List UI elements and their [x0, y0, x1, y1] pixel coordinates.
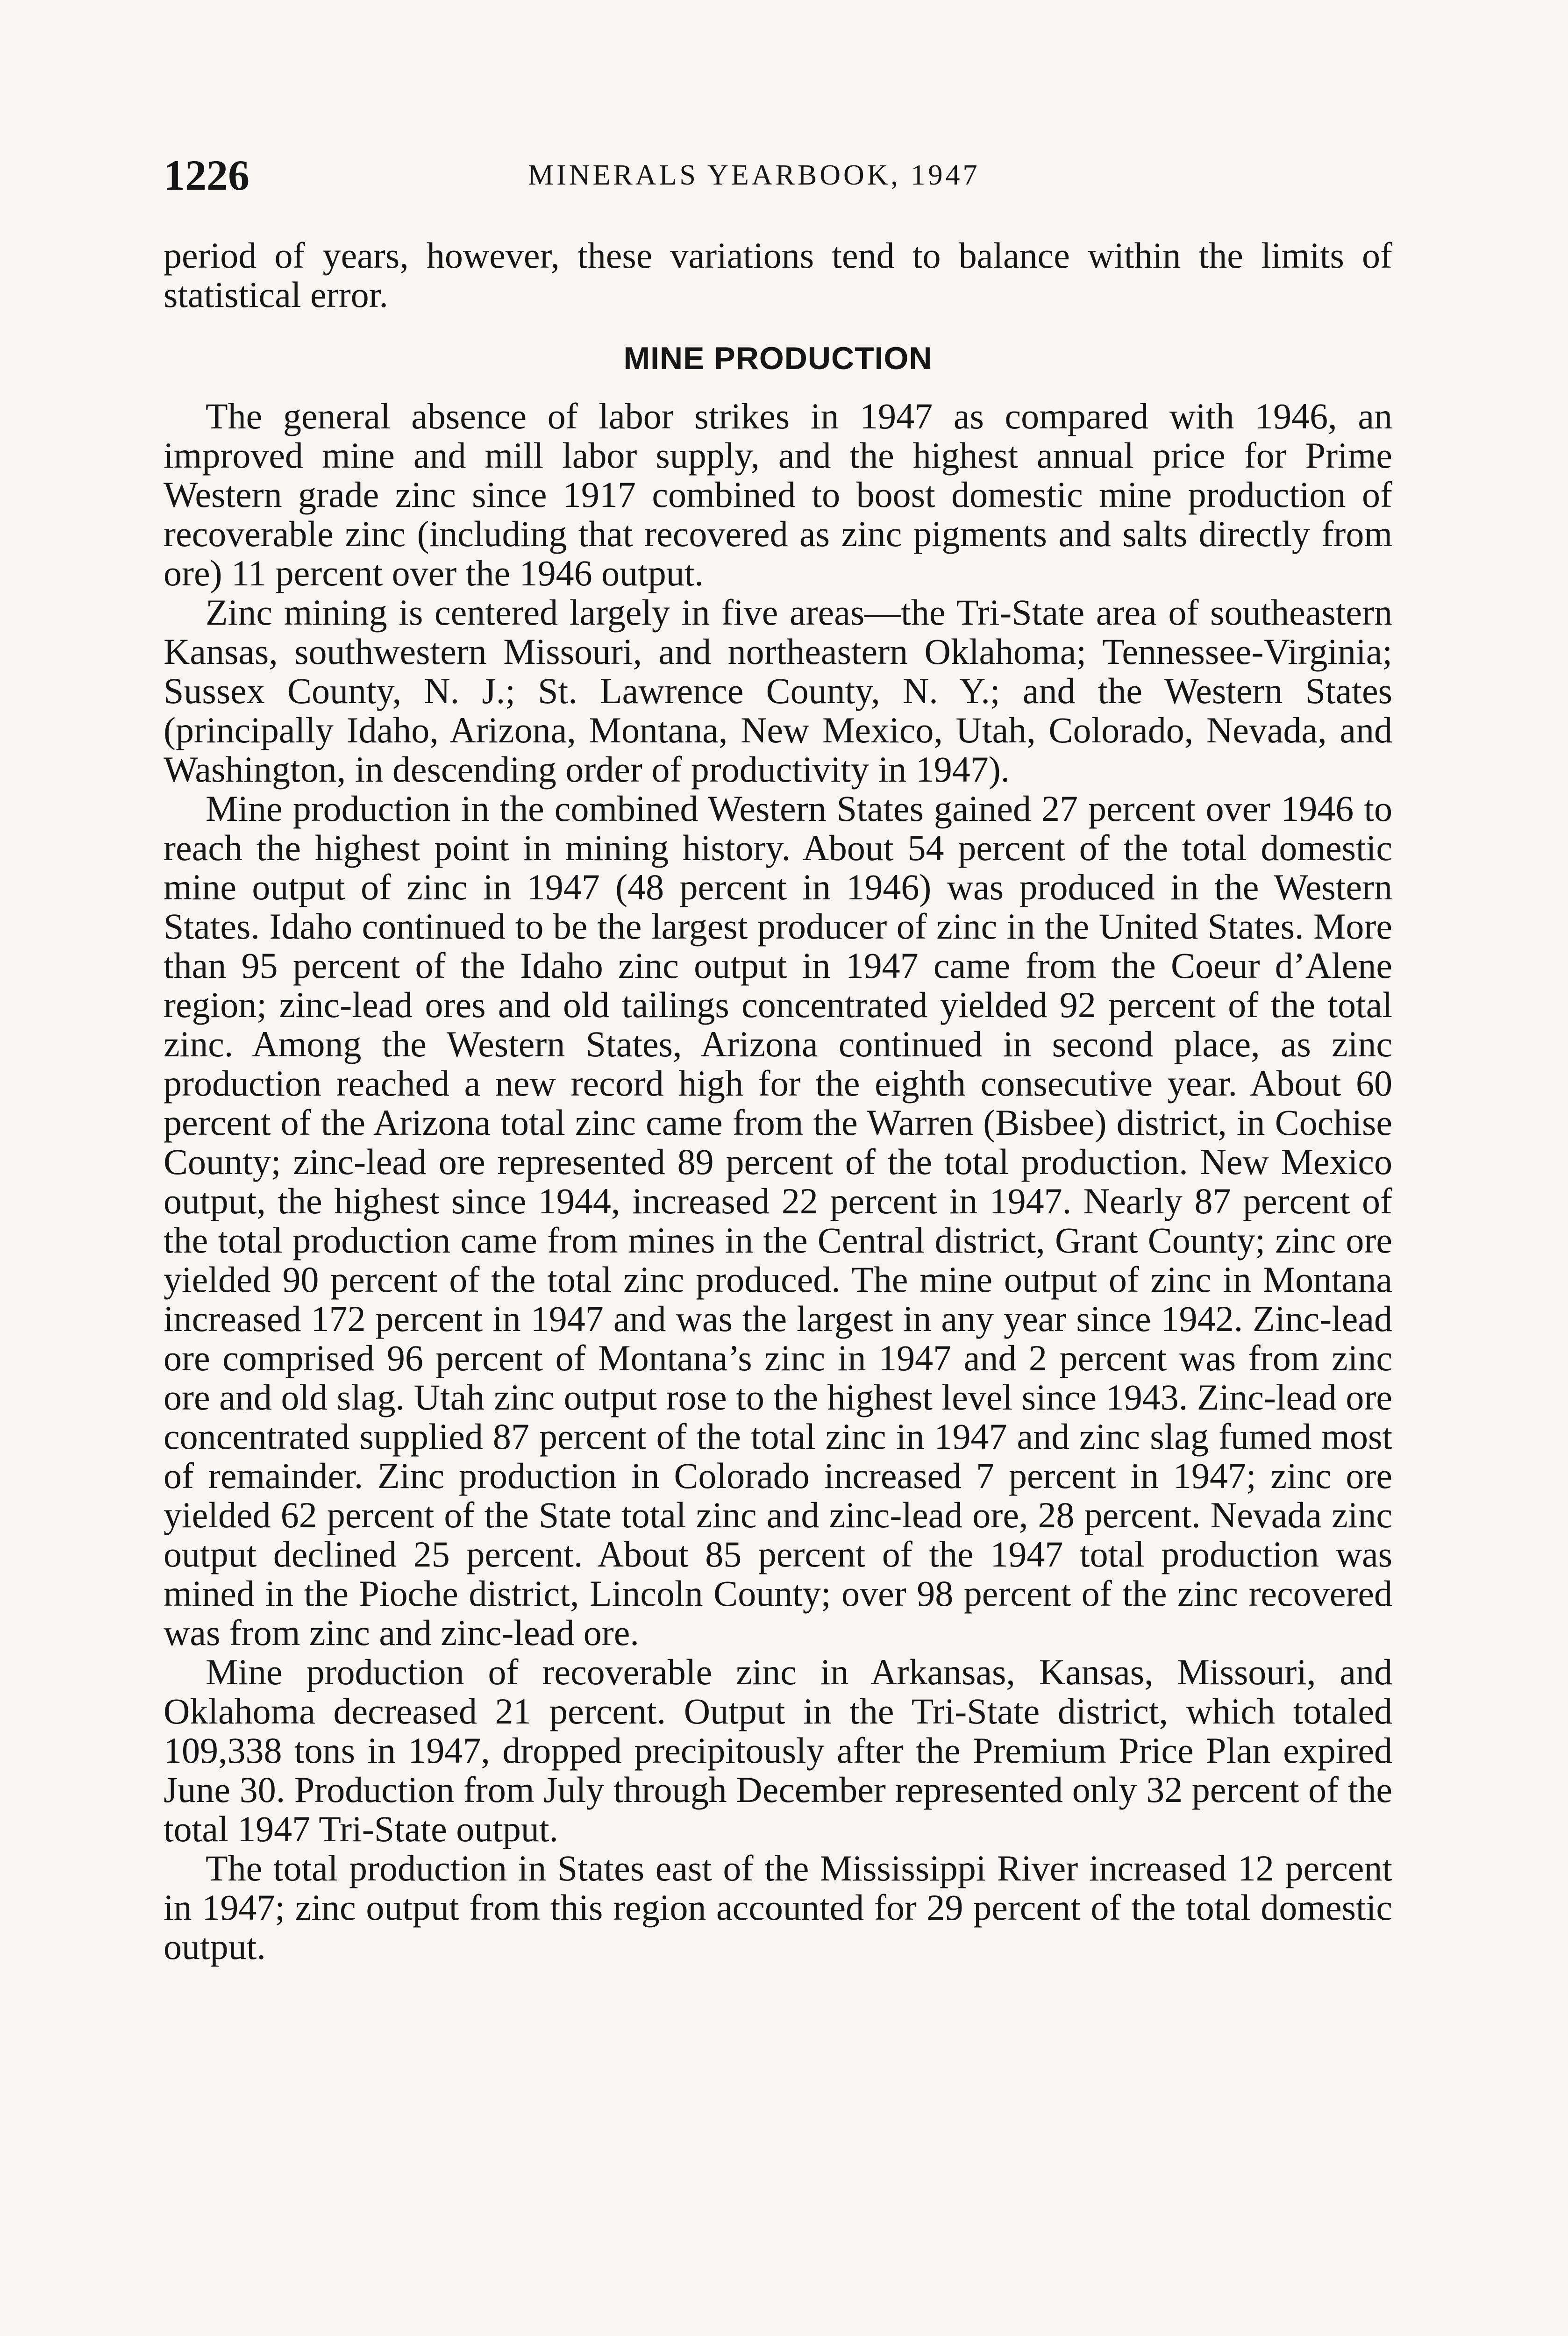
continuation-paragraph: period of years, however, these variations tend to balance within the limits of statistical error. — [164, 235, 1392, 315]
body-text — [164, 236, 1392, 1966]
paragraph-tri-state: Mine production of recoverable zinc in Arkansas, Kansas, Missouri, and Oklahoma decreased 21 percent. Output in the Tri-State district, which totaled 109,338 tons in 1947, dropped precipitously after the Premium Price Plan expired June 30. Production from July through December represented only 32 percent of the total 1947 Tri-State output. — [164, 1652, 1392, 1849]
page-header — [164, 140, 1392, 210]
paragraph-zinc-mining-areas: Zinc mining is centered largely in five areas—the Tri-State area of southeastern Kansas, southwestern Missouri, and northeastern Oklahoma; Tennessee-Virginia; Sussex County, N. J.; St. Lawrence County, N. Y.; and the Western States (principally Idaho, Arizona, Montana, New Mexico, Utah, Colorado, Nevada, and Washington, in descending order of productivity in 1947). — [164, 592, 1392, 790]
paragraph-general-absence: The general absence of labor strikes in 1947 as compared with 1946, an improved mine and mill labor supply, and the highest annual price for Prime Western grade zinc since 1917 combined to boost domestic mine production of recoverable zinc (including that recovered as zinc pigments and salts directly from ore) 11 percent over the 1946 output. — [164, 396, 1392, 593]
page-number: 1226 — [164, 151, 249, 199]
paragraph-east-of-mississippi: The total production in States east of the Mississippi River increased 12 percent in 1947; zinc output from this region accounted for 29 percent of the total domestic output. — [164, 1848, 1392, 1967]
paragraph-western-states: Mine production in the combined Western States gained 27 percent over 1946 to reach the highest point in mining history. About 54 percent of the total domestic mine output of zinc in 1947 (48 percent in 1946) was produced in the Western States. Idaho continued to be the largest producer of zinc in the United States. More than 95 percent of the Idaho zinc output in 1947 came from the Coeur d’Alene region; zinc-lead ores and old tailings concentrated yielded 92 percent of the total zinc. Among the Western States, Arizona continued in second place, as zinc production reached a new record high for the eighth consecutive year. About 60 percent of the Arizona total zinc came from the Warren (Bisbee) district, in Cochise County; zinc-lead ore represented 89 percent of the total production. New Mexico output, the highest since 1944, increased 22 percent in 1947. Nearly 87 percent of the total production came from mines in the Central district, Grant County; zinc ore yielded 90 percent of the total zinc produced. The mine output of zinc in Montana increased 172 percent in 1947 and was the largest in any year since 1942. Zinc-lead ore comprised 96 percent of Montana’s zinc in 1947 and 2 percent was from zinc ore and old slag. Utah zinc output rose to the highest level since 1943. Zinc-lead ore concentrated supplied 87 percent of the total zinc in 1947 and zinc slag fumed most of remainder. Zinc production in Colorado increased 7 percent in 1947; zinc ore yielded 62 percent of the State total zinc and zinc-lead ore, 28 percent. Nevada zinc output declined 25 percent. About 85 percent of the 1947 total production was mined in the Pioche district, Lincoln County; over 98 percent of the zinc recovered was from zinc and zinc-lead ore. — [164, 788, 1392, 1653]
section-heading: MINE PRODUCTION — [623, 341, 933, 376]
running-head: MINERALS YEARBOOK, 1947 — [528, 159, 980, 191]
